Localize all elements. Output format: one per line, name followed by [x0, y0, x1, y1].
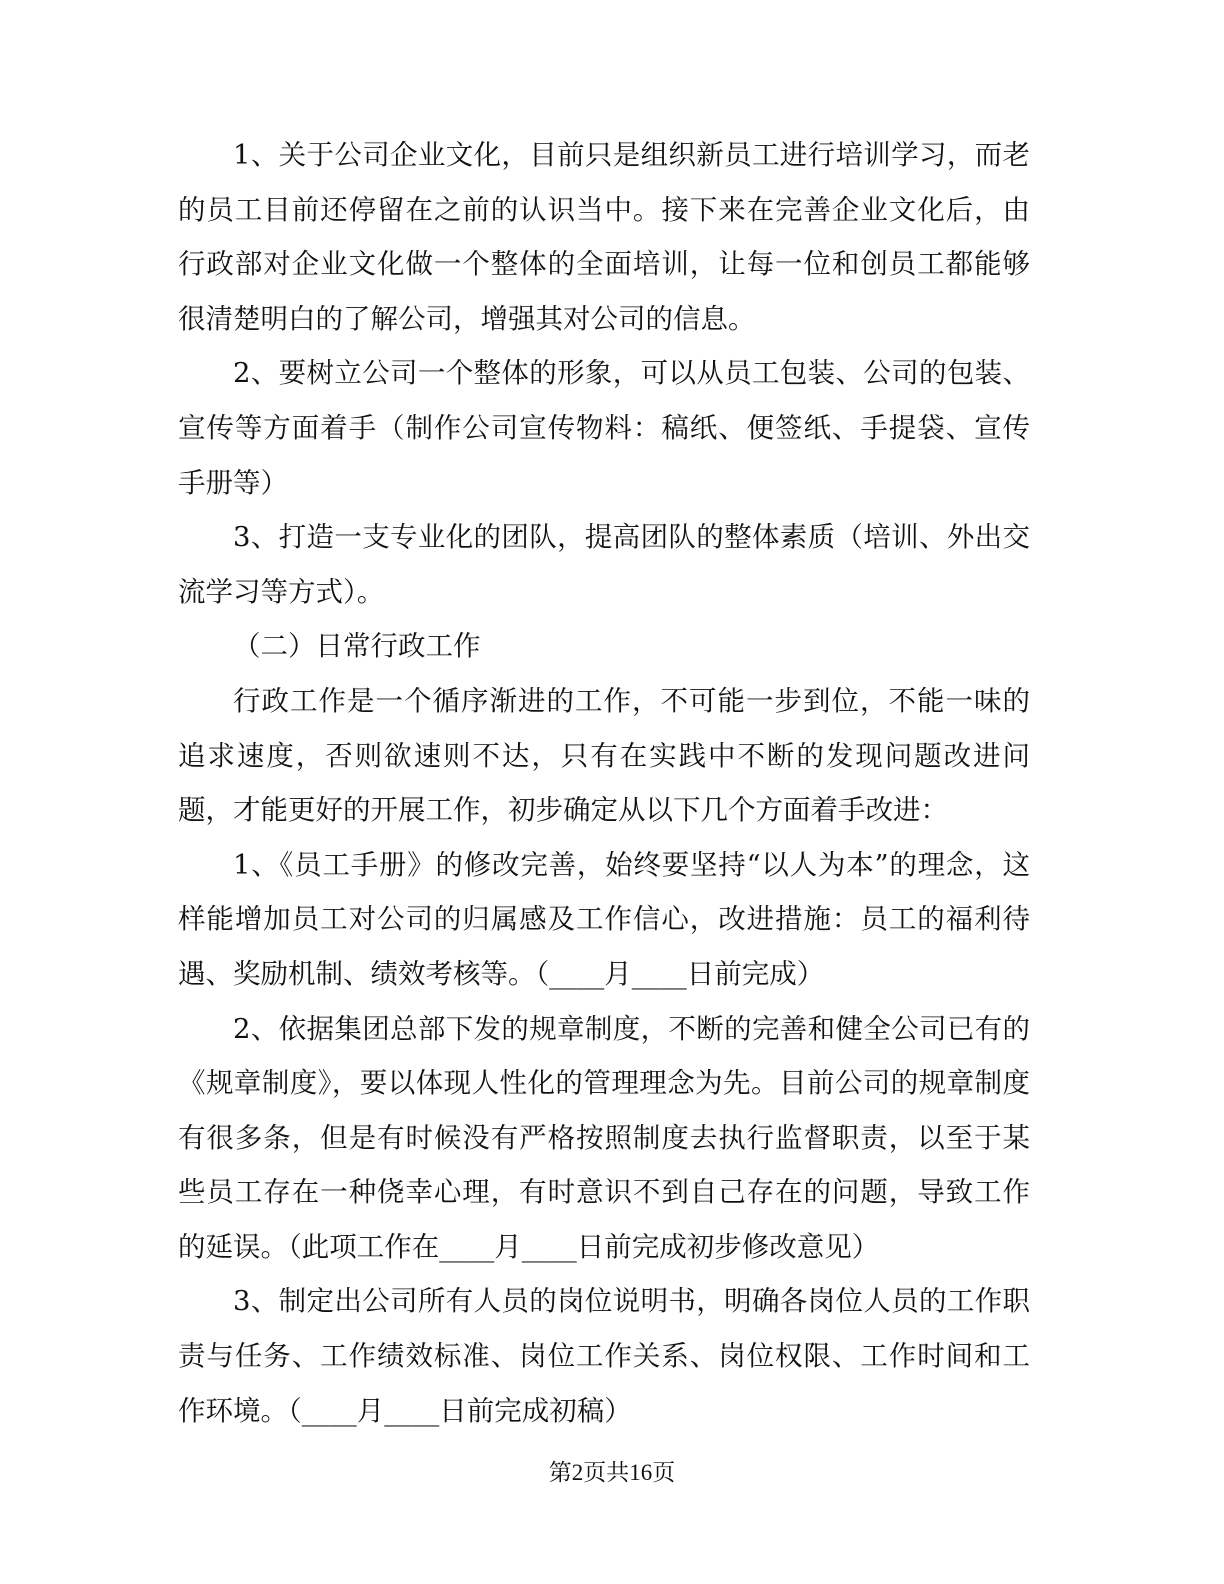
paragraph-admin-intro: 行政工作是一个循序渐进的工作，不可能一步到位，不能一味的追求速度，否则欲速则不达，只有在实践中不断的发现问题改进问题，才能更好的开展工作，初步确定从以下几个方面着手改进：	[178, 684, 1030, 827]
document-body	[178, 128, 1030, 1438]
paragraph-professional-team: 3、打造一支专业化的团队，提高团队的整体素质（培训、外出交流学习等方式）。	[178, 521, 1030, 608]
paragraph-company-image: 2、要树立公司一个整体的形象，可以从员工包装、公司的包装、宣传等方面着手（制作公司宣传物料：稿纸、便签纸、手提袋、宣传手册等）	[178, 357, 1030, 499]
paragraph-rules-regulations: 2、依据集团总部下发的规章制度，不断的完善和健全公司已有的《规章制度》，要以体现人性化的管理理念为先。目前公司的规章制度有很多条，但是有时候没有严格按照制度去执行监督职责，以至于某些员工存在一种侥幸心理，有时意识不到自己存在的问题，导致工作的延误。（此项工作在____月____日前完成初步修改意见）	[178, 1012, 1030, 1263]
paragraph-job-descriptions: 3、制定出公司所有人员的岗位说明书，明确各岗位人员的工作职责与任务、工作绩效标准、岗位工作关系、岗位权限、工作时间和工作环境。（____月____日前完成初稿）	[178, 1285, 1030, 1427]
page-number-footer: 第2页共16页	[548, 1460, 676, 1485]
paragraph-culture-training: 1、关于公司企业文化，目前只是组织新员工进行培训学习，而老的员工目前还停留在之前的认识当中。接下来在完善企业文化后，由行政部对企业文化做一个整体的全面培训，让每一位和创员工都能够很清楚明白的了解公司，增强其对公司的信息。	[178, 139, 1030, 335]
section-heading-daily-admin: （二）日常行政工作	[233, 630, 481, 663]
paragraph-employee-handbook: 1、《员工手册》的修改完善，始终要坚持“以人为本”的理念，这样能增加员工对公司的归属感及工作信心，改进措施：员工的福利待遇、奖励机制、绩效考核等。（____月____日前完成）	[178, 848, 1030, 990]
